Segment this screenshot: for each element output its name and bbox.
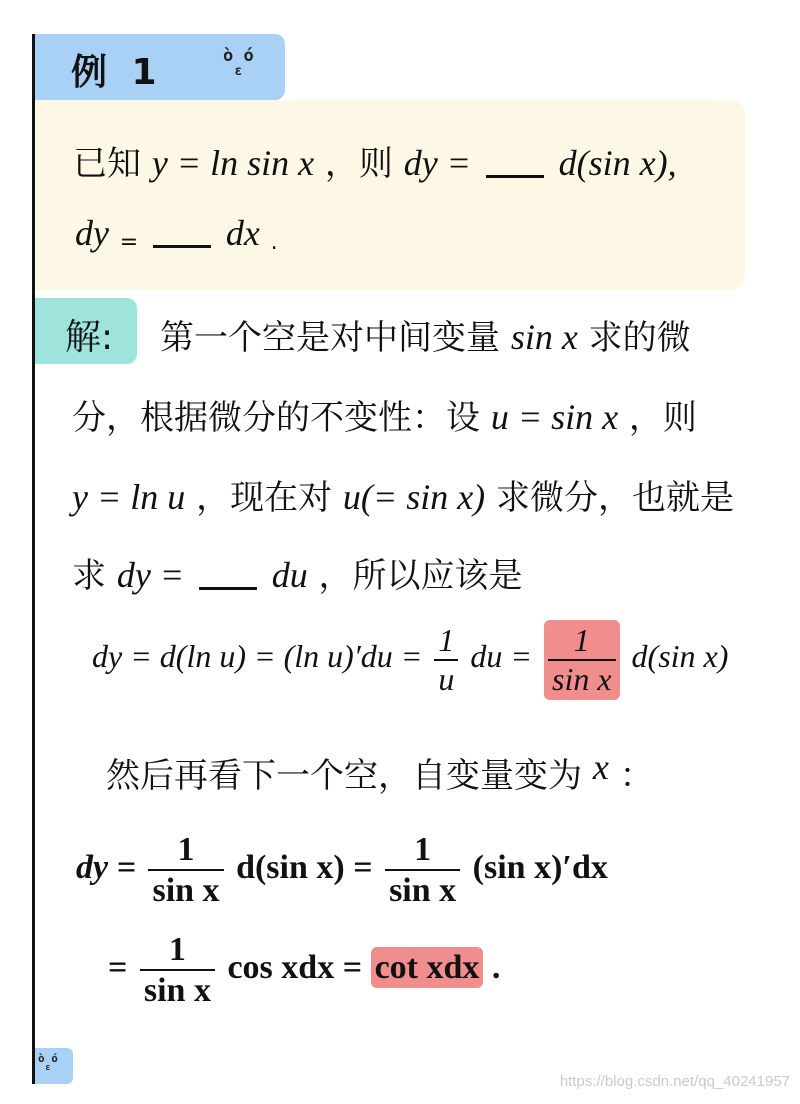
solution-math: dy = xyxy=(116,555,185,595)
problem-text: ，则 xyxy=(324,144,393,184)
emoticon-mouth: ε xyxy=(45,1063,51,1073)
fraction-denominator: u xyxy=(434,659,458,698)
equation-part: d(sin x) xyxy=(631,638,729,675)
equation-part: = xyxy=(108,948,128,986)
solution-text: 第一个空是对中间变量 xyxy=(160,318,500,358)
solution-text: 然后再看下一个空，自变量变为 xyxy=(106,756,582,796)
solution-line-3 xyxy=(72,470,734,519)
solution-math: u = sin x xyxy=(490,397,619,437)
fraction-numerator: 1 xyxy=(168,931,186,968)
solution-text: ，现在对 xyxy=(196,478,333,518)
fraction xyxy=(434,622,458,698)
fraction xyxy=(385,830,460,910)
problem-math: . xyxy=(270,230,278,255)
equation-part: . xyxy=(491,948,501,986)
equation-part: d(sin x) = xyxy=(236,848,373,886)
solution-math: x xyxy=(592,747,609,787)
emoticon-eyes: ò ó xyxy=(38,1052,58,1065)
solution-math: u(= sin x) xyxy=(342,477,486,517)
equation-part: cos xdx = xyxy=(227,948,363,986)
problem-line-2 xyxy=(75,212,278,255)
solution-text: 求 xyxy=(72,556,106,596)
problem-box xyxy=(35,100,745,290)
solution-text: ： xyxy=(619,756,654,796)
fraction-denominator: sin x xyxy=(148,869,223,910)
equation-3 xyxy=(108,930,500,1010)
answer-blank xyxy=(153,223,211,248)
solution-line-2 xyxy=(72,390,697,439)
solution-line-4 xyxy=(72,548,523,597)
solution-text: ，则 xyxy=(628,398,697,438)
solution-math: du xyxy=(271,555,308,595)
example-title-tab xyxy=(35,34,285,100)
answer-blank xyxy=(199,565,257,590)
fraction-denominator: sin x xyxy=(140,969,215,1010)
equation-part: du = xyxy=(470,638,532,675)
problem-text: 已知 xyxy=(73,144,141,184)
fraction xyxy=(148,830,223,910)
emoticon-face-icon xyxy=(223,48,254,78)
fraction-numerator: 1 xyxy=(573,622,590,658)
fraction-denominator: sin x xyxy=(385,869,460,910)
solution-line-1 xyxy=(160,310,691,359)
solution-line-5 xyxy=(106,746,654,797)
highlighted-answer-1 xyxy=(544,620,620,700)
emoticon-face-icon xyxy=(38,1053,58,1073)
problem-math: dy xyxy=(75,213,109,253)
problem-math: dy = xyxy=(403,143,471,183)
problem-math: = xyxy=(119,230,139,255)
solution-text: ，所以应该是 xyxy=(318,556,523,596)
solution-text: 求的微 xyxy=(588,318,691,358)
fraction-numerator: 1 xyxy=(177,831,195,868)
solution-label-tab xyxy=(35,298,137,364)
equation-part: dy = xyxy=(76,848,136,886)
example-label: 例 1 xyxy=(71,52,163,93)
fraction xyxy=(140,930,215,1010)
solution-text: 分，根据微分的不变性：设 xyxy=(72,398,480,438)
fraction-numerator: 1 xyxy=(438,622,455,658)
fraction-denominator: sin x xyxy=(548,659,616,698)
solution-math: sin x xyxy=(510,317,578,357)
corner-emoticon-tab xyxy=(35,1048,73,1084)
equation-part: (sin x)′dx xyxy=(472,848,608,886)
solution-math: y = ln u xyxy=(72,477,186,517)
answer-blank xyxy=(486,153,544,178)
problem-line-1 xyxy=(73,136,677,185)
emoticon-eyes: ò ó xyxy=(223,46,254,66)
problem-math: d(sin x), xyxy=(558,143,677,183)
fraction-numerator: 1 xyxy=(414,831,432,868)
watermark-url: https://blog.csdn.net/qq_40241957 xyxy=(559,1073,790,1090)
equation-1 xyxy=(92,620,728,700)
equation-2 xyxy=(76,830,608,910)
problem-math: y = ln sin x xyxy=(151,143,315,183)
highlighted-answer-2: cot xdx xyxy=(371,947,484,988)
emoticon-mouth: ε xyxy=(234,64,243,79)
equation-part: dy = d(ln u) = (ln u)′du = xyxy=(92,638,423,675)
solution-text: 求微分，也就是 xyxy=(495,478,734,518)
solution-label: 解: xyxy=(65,317,114,358)
problem-math: dx xyxy=(225,213,260,253)
